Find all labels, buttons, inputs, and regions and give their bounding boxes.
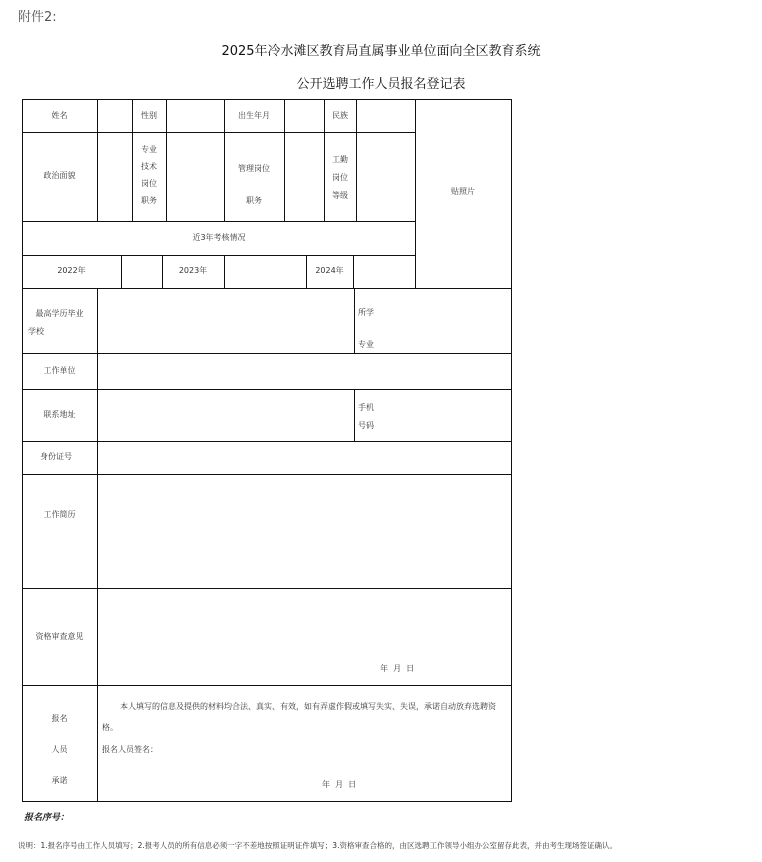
workplace-label: 工作单位 — [43, 366, 76, 375]
promise-text: 本人填写的信息及提供的材料均合法、真实、有效，如有弄虚作假或填写失实、失误，承诺自动放弃选聘资格。 — [102, 702, 496, 732]
education-label: 最高学历毕业 学校 — [28, 309, 84, 336]
photo-label: 贴照片 — [451, 187, 475, 196]
birth-label: 出生年月 — [238, 111, 270, 120]
annex-label: 附件2: — [18, 10, 57, 25]
gender-label: 性别 — [141, 111, 157, 120]
review-label: 资格审查意见 — [35, 632, 84, 641]
explanation-note: 说明：1.报名序号由工作人员填写；2.报考人员的所有信息必须一字不差地按照证明证件填写；3.资格审查合格的，由区选聘工作领导小组办公室留存此表，并由考生现场签证确认。 — [18, 841, 617, 850]
phone-label: 手机 号码 — [358, 403, 374, 430]
assessment-label: 近3年考核情况 — [192, 233, 246, 242]
promise-label: 报名 人员 承诺 — [51, 714, 68, 785]
serial-number-label: 报名序号： — [24, 813, 70, 823]
signature-label: 报名人员签名： — [102, 745, 158, 754]
resume-label: 工作简历 — [43, 510, 76, 519]
year-2023-label: 2023年 — [178, 266, 208, 275]
registration-form-table — [22, 99, 512, 802]
promise-date: 年 月 日 — [322, 780, 357, 789]
major-label: 所学 专业 — [358, 308, 374, 349]
form-title-line1: 2025年冷水滩区教育局直属事业单位面向全区教育系统 — [221, 44, 541, 59]
id-number-label: 身份证号 — [40, 452, 72, 461]
tech-post-label: 专业 技术 岗位 职务 — [141, 145, 157, 205]
year-2022-label: 2022年 — [57, 266, 86, 275]
year-2024-label: 2024年 — [315, 266, 344, 275]
ethnicity-label: 民族 — [332, 111, 348, 120]
name-label: 姓名 — [51, 111, 68, 120]
review-date: 年 月 日 — [380, 664, 415, 673]
mgmt-post-label: 管理岗位 职务 — [238, 164, 270, 205]
worker-post-label: 工勤 岗位 等级 — [332, 155, 348, 200]
political-status-label: 政治面貌 — [43, 171, 76, 180]
address-label: 联系地址 — [43, 410, 76, 419]
form-title-line2: 公开选聘工作人员报名登记表 — [296, 77, 466, 92]
